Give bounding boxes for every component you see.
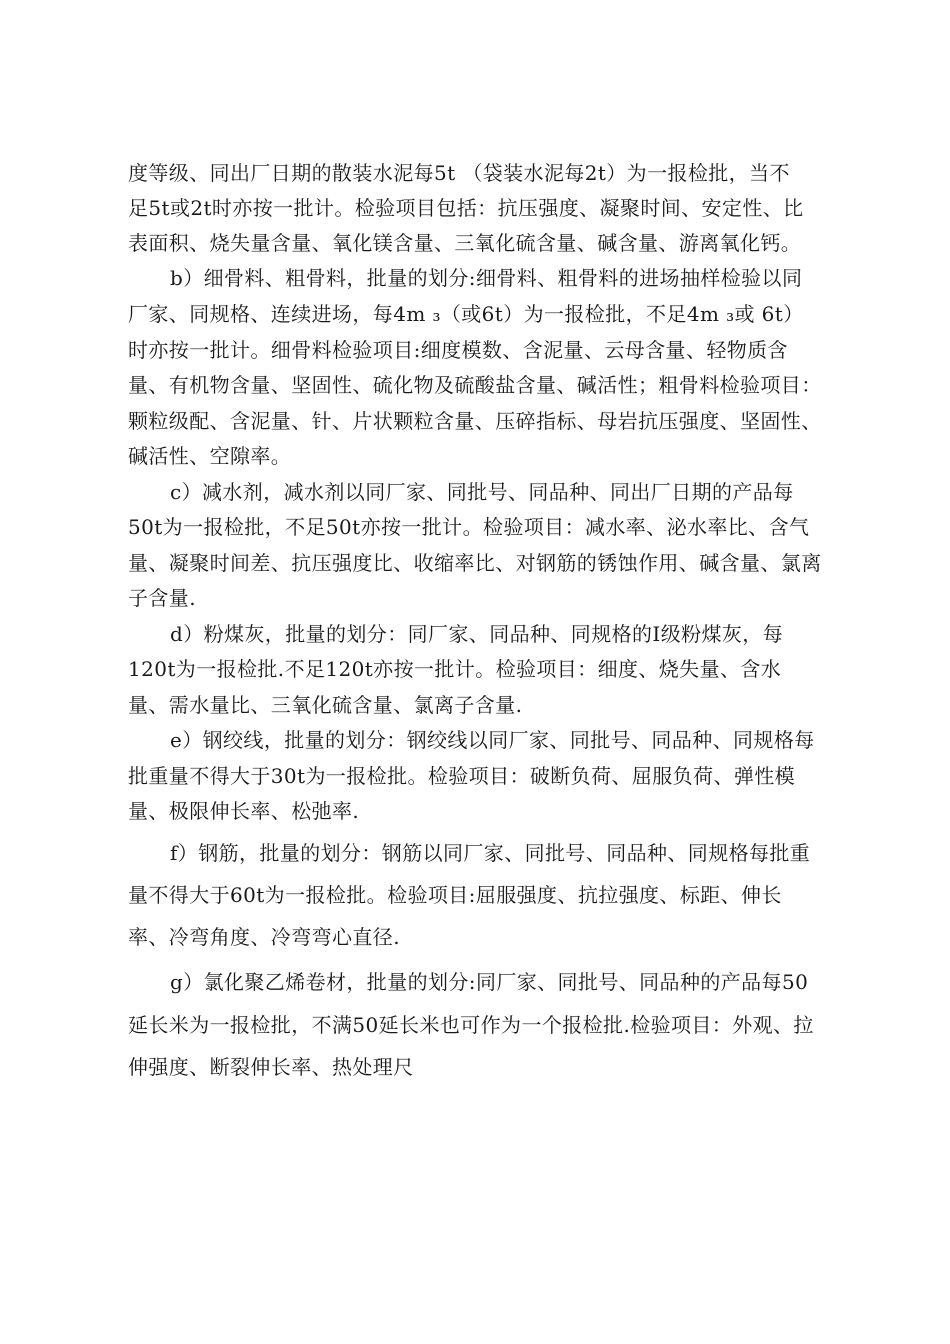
text-line: 量、凝聚时间差、抗压强度比、收缩率比、对钢筋的锈蚀作用、碱含量、氯离	[128, 551, 822, 575]
text-line: 时亦按一批计。细骨料检验项目:细度模数、含泥量、云母含量、轻物质含	[128, 338, 788, 362]
paragraph-b-start: b）细骨料、粗骨料，批量的划分:细骨料、粗骨料的进场抽样检验以同	[170, 266, 803, 290]
paragraph-e-start: e）钢绞线，批量的划分：钢绞线以同厂家、同批号、同品种、同规格每	[170, 728, 815, 752]
text-line: 批重量不得大于30t为一报检批。检验项目：破断负荷、屈服负荷、弹性模	[128, 764, 796, 788]
text-line: 度等级、同出厂日期的散装水泥每5t （袋装水泥每2t）为一报检批，当不	[128, 161, 790, 185]
text-line: 足5t或2t时亦按一批计。检验项目包括：抗压强度、凝聚时间、安定性、比	[128, 196, 804, 220]
text-line: 量、有机物含量、坚固性、硫化物及硫酸盐含量、碱活性；粗骨料检验项目：	[128, 373, 822, 397]
text-line: 伸强度、断裂伸长率、热处理尺	[128, 1055, 414, 1079]
text-line: 子含量.	[128, 586, 196, 610]
text-line: 50t为一报检批，不足50t亦按一批计。检验项目：减水率、泌水率比、含气	[128, 515, 810, 539]
text-line: 120t为一报检批.不足120t亦按一批计。检验项目：细度、烧失量、含水	[128, 657, 782, 681]
text-line: 量不得大于60t为一报检批。检验项目:屈服强度、抗拉强度、标距、伸长	[128, 883, 782, 907]
text-line: 量、需水量比、三氧化硫含量、氯离子含量.	[128, 693, 523, 717]
paragraph-d-start: d）粉煤灰，批量的划分：同厂家、同品种、同规格的Ⅰ级粉煤灰，每	[170, 622, 784, 646]
text-line: 延长米为一报检批，不满50延长米也可作为一个报检批.检验项目：外观、拉	[128, 1013, 814, 1037]
paragraph-c-start: c）减水剂，减水剂以同厂家、同批号、同品种、同出厂日期的产品每	[170, 480, 794, 504]
text-line: 厂家、同规格、连续进场，每4m ₃（或6t）为一报检批，不足4m ₃或 6t）	[128, 302, 804, 326]
text-line: 表面积、烧失量含量、氧化镁含量、三氧化硫含量、碱含量、游离氧化钙。	[128, 231, 802, 255]
paragraph-f-start: f）钢筋，批量的划分：钢筋以同厂家、同批号、同品种、同规格每批重	[170, 841, 811, 865]
text-line: 率、冷弯角度、冷弯弯心直径.	[128, 925, 400, 949]
text-line: 碱活性、空隙率。	[128, 444, 292, 468]
text-line: 量、极限伸长率、松弛率.	[128, 799, 360, 823]
text-line: 颗粒级配、含泥量、针、片状颗粒含量、压碎指标、母岩抗压强度、坚固性、	[128, 409, 822, 433]
paragraph-g-start: g）氯化聚乙烯卷材，批量的划分:同厂家、同批号、同品种的产品每50	[170, 970, 809, 994]
